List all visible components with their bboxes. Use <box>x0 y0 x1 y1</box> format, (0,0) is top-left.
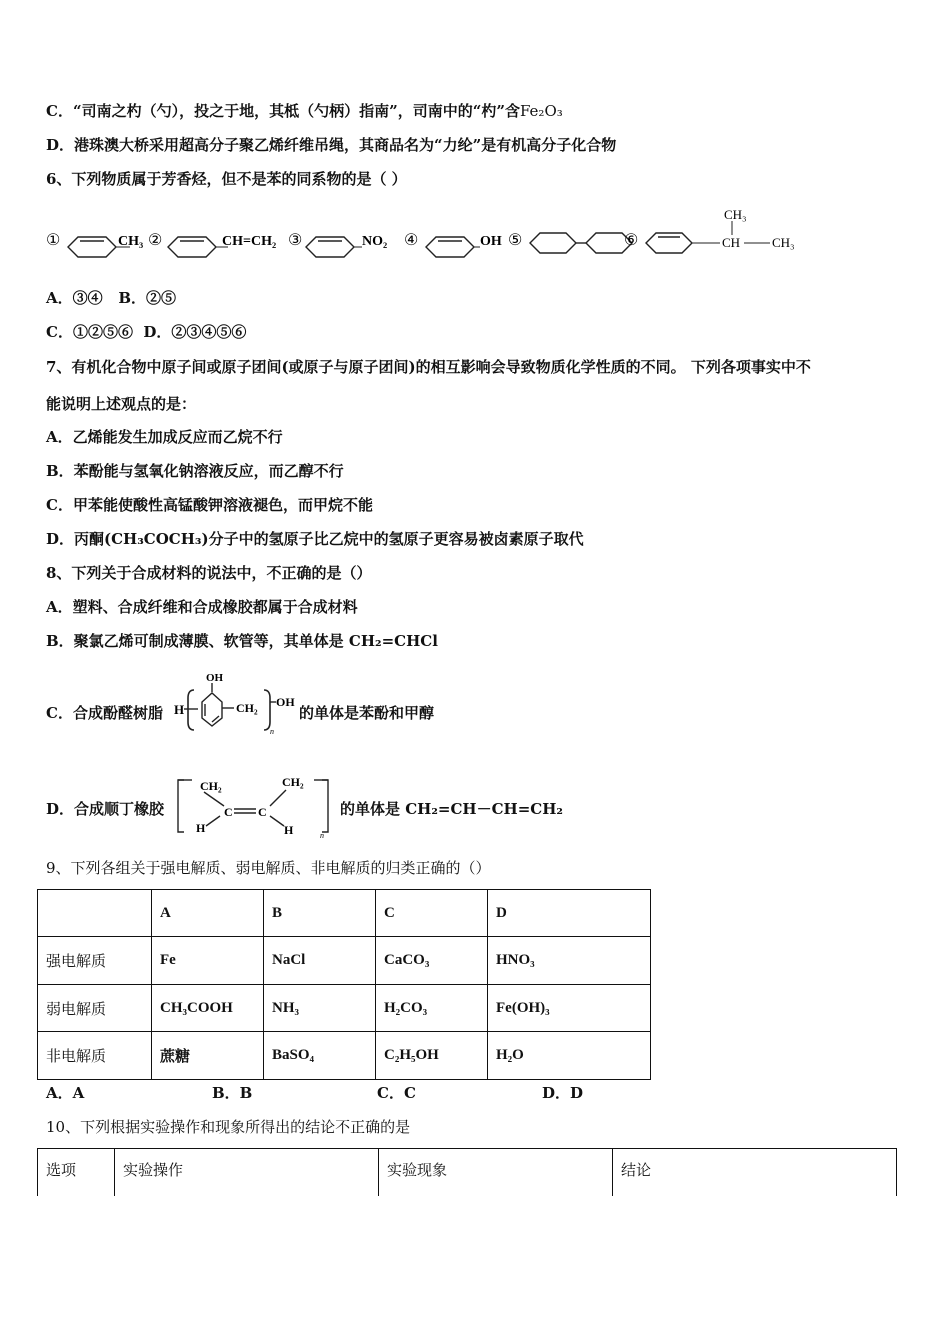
table-cell: D <box>488 890 651 937</box>
q7-option-c: C．甲苯能使酸性高锰酸钾溶液褪色，而甲烷不能 <box>46 496 373 514</box>
table-cell: CaCO₃ <box>376 937 488 985</box>
table-cell: A <box>152 890 264 937</box>
table-cell: NaCl <box>264 937 376 985</box>
table-cell: BaSO₄ <box>264 1032 376 1080</box>
q10-stem: 10、下列根据实验操作和现象所得出的结论不正确的是 <box>46 1118 411 1136</box>
table-row <box>38 1149 897 1196</box>
table-cell: Fe <box>152 937 264 985</box>
phenol-h-label: H <box>174 702 185 717</box>
rubber-h1-label: H <box>196 821 206 835</box>
rubber-c2-label: C <box>258 805 267 819</box>
q7-option-a: A．乙烯能发生加成反应而乙烷不行 <box>46 428 283 446</box>
rubber-h2-label: H <box>284 823 294 837</box>
q8-option-c-post: 的单体是苯酚和甲醇 <box>299 704 435 722</box>
q6-item-6-num: ⑥ <box>624 232 639 249</box>
q5-option-d: D．港珠澳大桥采用超高分子聚乙烯纤维吊绳，其商品名为“力纶”是有机高分子化合物 <box>46 136 617 154</box>
benzene-ring-icon <box>202 693 222 726</box>
q8-option-d-pre: D．合成顺丁橡胶 <box>46 800 165 818</box>
q8-stem: 8、下列关于合成材料的说法中，不正确的是（） <box>46 564 372 582</box>
table-row <box>38 890 651 937</box>
q5-option-c <box>46 101 563 121</box>
table-row <box>38 937 651 985</box>
table-cell: 结论 <box>613 1149 897 1196</box>
table-row <box>38 985 651 1032</box>
q8-option-d-post: 的单体是 CH₂=CH－CH=CH₂ <box>340 800 563 818</box>
benzene-ring-icon <box>426 237 474 257</box>
benzene-ring-icon <box>168 237 216 257</box>
q6-item-2-num: ② <box>148 232 163 249</box>
q7-option-b: B．苯酚能与氢氧化钠溶液反应，而乙醇不行 <box>46 462 344 480</box>
table-cell: CH₃COOH <box>152 985 264 1032</box>
table-cell: 实验操作 <box>115 1149 379 1196</box>
table-cell: HNO₃ <box>488 937 651 985</box>
q6-option-a: A．③④ <box>46 289 103 307</box>
q6-item-1-group: CH₃ <box>118 234 144 249</box>
table-cell: B <box>264 890 376 937</box>
q6-option-c: C．①②⑤⑥ <box>46 323 133 341</box>
q6-item-5-num: ⑤ <box>508 232 523 249</box>
q6-item-3-num: ③ <box>288 232 303 249</box>
table-cell: H₂O <box>488 1032 651 1080</box>
q6-options-cd <box>46 322 246 342</box>
q6-structures <box>40 205 820 265</box>
table-cell: 实验现象 <box>379 1149 613 1196</box>
q6-item-6-right: CH₃ <box>772 235 795 250</box>
q6-item-1-num: ① <box>46 232 61 249</box>
q6-stem: 6、下列物质属于芳香烃，但不是苯的同系物的是（ ） <box>46 170 407 188</box>
q9-option-a: A．A <box>46 1084 85 1102</box>
q6-item-6-group: CH <box>722 235 741 250</box>
phenol-ch2-label: CH₂ <box>236 701 258 715</box>
phenol-oh-label: OH <box>206 672 224 684</box>
q6-option-b: B．②⑤ <box>118 289 176 307</box>
q6-item-6-top: CH₃ <box>724 207 747 222</box>
q9-option-b: B．B <box>212 1084 253 1102</box>
q5-option-c-formula: Fe₂O₃ <box>519 102 563 120</box>
q6-item-2-group: CH=CH₂ <box>222 234 277 249</box>
rubber-ch2a-label: CH₂ <box>200 779 222 793</box>
q8-option-a: A．塑料、合成纤维和合成橡胶都属于合成材料 <box>46 598 358 616</box>
q6-item-4-num: ④ <box>404 232 419 249</box>
q7-stem-line1: 7、有机化合物中原子间或原子团间(或原子与原子团间)的相互影响会导致物质化学性质的不同。 下列各项事实中不 <box>46 358 811 376</box>
table-cell: 蔗糖 <box>152 1032 264 1080</box>
q10-table <box>37 1148 897 1196</box>
benzene-ring-icon <box>306 237 354 257</box>
table-cell: C <box>376 890 488 937</box>
q7-option-d: D．丙酮(CH₃COCH₃)分子中的氢原子比乙烷中的氢原子更容易被卤素原子取代 <box>46 530 584 548</box>
rubber-c1-label: C <box>224 805 233 819</box>
table-cell: 弱电解质 <box>38 985 152 1032</box>
benzene-ring-icon <box>646 233 692 253</box>
q5-option-c-text: C．“司南之杓（勺），投之于地，其柢（勺柄）指南”，司南中的“杓”含 <box>46 102 520 120</box>
table-cell: 选项 <box>38 1149 115 1196</box>
q8-option-b: B．聚氯乙烯可制成薄膜、软管等，其单体是 CH₂=CHCl <box>46 632 438 650</box>
q6-option-d: D．②③④⑤⑥ <box>143 323 247 341</box>
table-cell: C₂H₅OH <box>376 1032 488 1080</box>
phenol-n-label: n <box>270 727 274 734</box>
q6-item-4-group: OH <box>480 234 502 249</box>
table-cell: NH₃ <box>264 985 376 1032</box>
q7-stem-line2: 能说明上述观点的是： <box>46 395 197 413</box>
q9-option-d: D．D <box>542 1084 584 1102</box>
q6-options-ab <box>46 288 176 308</box>
rubber-ch2b-label: CH₂ <box>282 775 304 789</box>
table-cell: H₂CO₃ <box>376 985 488 1032</box>
q9-stem: 9、下列各组关于强电解质、弱电解质、非电解质的归类正确的（） <box>46 859 491 877</box>
phenol-end-oh-label: OH <box>276 695 295 709</box>
cis-rubber-structure <box>174 772 338 840</box>
table-cell <box>38 890 152 937</box>
benzene-ring-icon <box>68 237 116 257</box>
q9-table <box>37 889 651 1080</box>
rubber-n-label: n <box>320 831 324 840</box>
biphenyl-icon <box>530 233 632 253</box>
q8-option-c-pre: C．合成酚醛树脂 <box>46 704 163 722</box>
phenolic-resin-structure <box>172 668 302 734</box>
q9-option-c: C．C <box>377 1084 416 1102</box>
q6-item-3-group: NO₂ <box>362 234 388 249</box>
table-row <box>38 1032 651 1080</box>
table-cell: 强电解质 <box>38 937 152 985</box>
table-cell: Fe(OH)₃ <box>488 985 651 1032</box>
table-cell: 非电解质 <box>38 1032 152 1080</box>
